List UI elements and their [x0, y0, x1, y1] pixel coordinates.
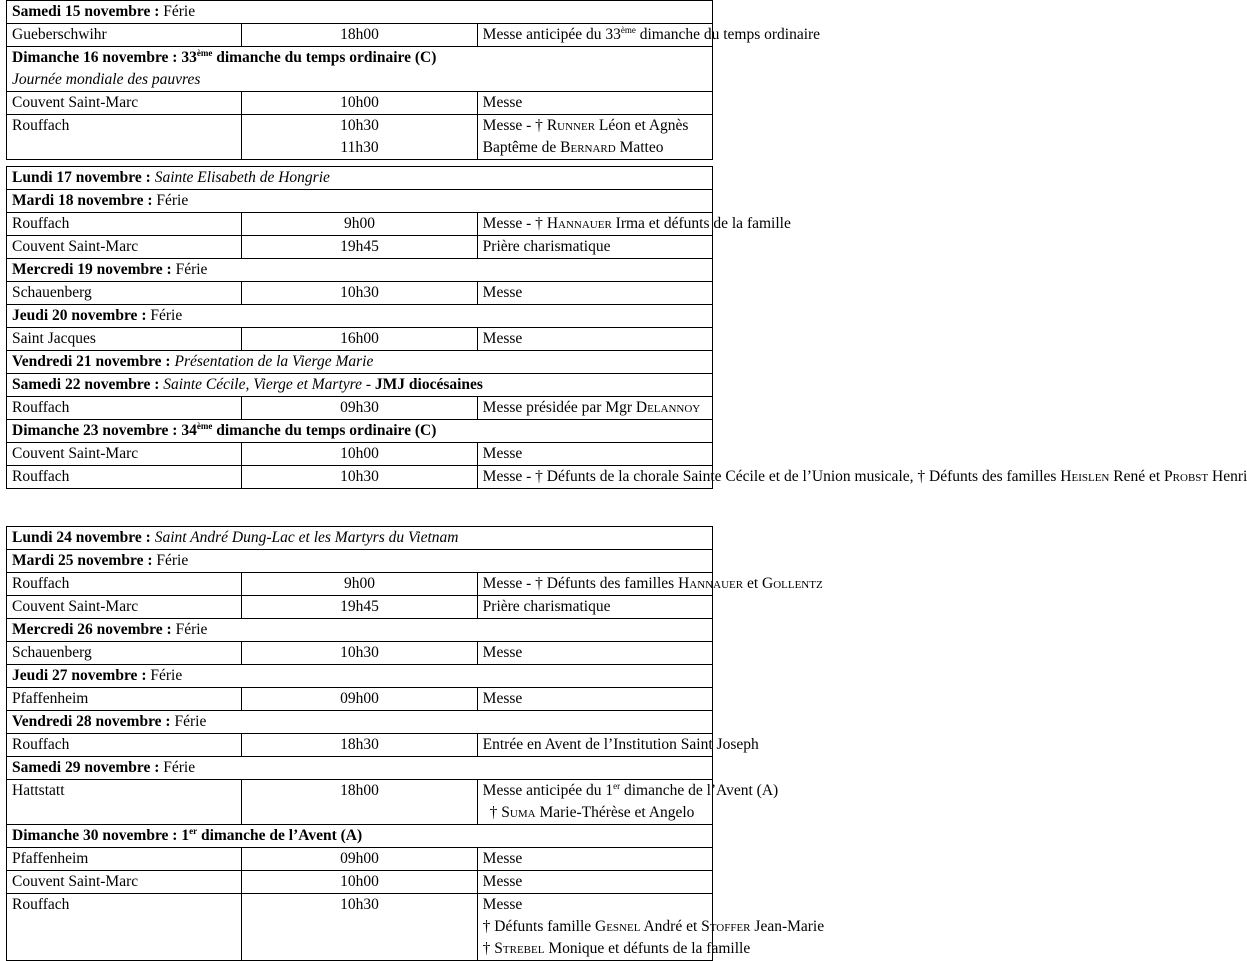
- surname: Hannauer: [678, 575, 744, 592]
- detail-cell: [477, 24, 821, 47]
- text-segment: et: [743, 575, 763, 592]
- text-segment: Messe: [482, 896, 523, 913]
- detail-cell: [477, 894, 825, 961]
- feast-name: Férie: [156, 552, 189, 569]
- text-segment: Messe - † Défunts de la chorale Sainte Cécile et de l’Union musicale, † Défunts des familles: [482, 468, 1061, 485]
- feast-name: Férie: [150, 307, 183, 324]
- place-cell: [7, 573, 242, 596]
- service-time: 10h30: [340, 896, 379, 913]
- text-segment: Baptême de: [482, 139, 561, 156]
- observance-note: Journée mondiale des pauvres: [12, 71, 201, 88]
- service-time: 09h00: [340, 690, 379, 707]
- day-header-row: [7, 619, 713, 642]
- service-row: [7, 894, 713, 961]
- service-time: 10h00: [340, 94, 379, 111]
- service-time: 9h00: [343, 215, 375, 232]
- service-row: [7, 328, 713, 351]
- day-label: [12, 667, 146, 684]
- service-row: [7, 92, 713, 115]
- detail-cell: [477, 642, 712, 665]
- place-cell: [7, 92, 242, 115]
- detail-cell: [477, 397, 712, 420]
- service-time: 11h30: [340, 139, 379, 156]
- day-header-row: [7, 757, 713, 780]
- text-segment: Messe anticipée du 1: [482, 782, 614, 799]
- detail-cell: [477, 282, 712, 305]
- week-table: [6, 0, 821, 160]
- feast-name: Férie: [174, 713, 207, 730]
- feast-name: Sainte Elisabeth de Hongrie: [154, 169, 330, 186]
- place-name: Couvent Saint-Marc: [12, 238, 139, 255]
- place-name: Couvent Saint-Marc: [12, 94, 139, 111]
- day-label-text: Lundi 24 novembre :: [12, 529, 151, 546]
- surname: Stoffer: [701, 918, 751, 935]
- feast-name: Férie: [175, 261, 208, 278]
- place-name: Couvent Saint-Marc: [12, 598, 139, 615]
- time-cell: [242, 894, 477, 961]
- place-name: Hattstatt: [12, 782, 65, 799]
- feast-name: Férie: [163, 759, 196, 776]
- day-header-row: [7, 550, 713, 573]
- place-cell: [7, 780, 242, 825]
- day-label: [12, 169, 151, 186]
- day-header: [7, 167, 713, 190]
- day-header-row: [7, 527, 713, 550]
- detail-cell: [477, 213, 791, 236]
- service-detail-line: [483, 802, 707, 824]
- day-header-row: [7, 167, 713, 190]
- week-table: [6, 166, 1247, 489]
- day-label: [12, 376, 159, 393]
- text-segment: Messe: [482, 644, 523, 661]
- service-detail-line: [483, 688, 707, 710]
- surname: Gesnel: [595, 918, 641, 935]
- time-cell: [242, 213, 477, 236]
- feast-name: Férie: [150, 667, 183, 684]
- text-segment: Léon et Agnès: [595, 117, 689, 134]
- time-cell: [242, 24, 477, 47]
- detail-cell: [477, 688, 712, 711]
- day-label: [12, 529, 151, 546]
- detail-cell: [477, 466, 1247, 489]
- time-cell: [242, 734, 477, 757]
- place-cell: [7, 443, 242, 466]
- day-label-text: Dimanche 30 novembre : 1: [12, 827, 190, 844]
- place-cell: [7, 24, 242, 47]
- place-name: Schauenberg: [12, 284, 92, 301]
- day-header-row: [7, 47, 713, 92]
- service-time: 10h00: [340, 445, 379, 462]
- service-time: 10h30: [340, 644, 379, 661]
- day-label: [12, 621, 172, 638]
- service-time: 18h30: [340, 736, 379, 753]
- text-segment: André et: [640, 918, 702, 935]
- week-table: [6, 526, 825, 961]
- service-row: [7, 573, 713, 596]
- place-name: Rouffach: [12, 117, 70, 134]
- service-detail-line: [483, 92, 707, 114]
- text-segment: dimanche du temps ordinaire: [635, 26, 821, 43]
- place-name: Rouffach: [12, 575, 70, 592]
- time-cell: [242, 282, 477, 305]
- place-name: Pfaffenheim: [12, 690, 89, 707]
- day-label: [12, 552, 152, 569]
- day-label: [12, 827, 362, 844]
- place-name: Rouffach: [12, 896, 70, 913]
- text-segment: Messe: [482, 94, 523, 111]
- detail-cell: [477, 596, 712, 619]
- day-label-text: Mercredi 26 novembre :: [12, 621, 172, 638]
- text-segment: Irma et défunts de la famille: [611, 215, 791, 232]
- place-cell: [7, 894, 242, 961]
- day-header-row: [7, 351, 713, 374]
- time-cell: [242, 443, 477, 466]
- service-detail-line: [483, 894, 707, 916]
- place-name: Rouffach: [12, 736, 70, 753]
- place-name: Couvent Saint-Marc: [12, 445, 139, 462]
- time-cell: [242, 573, 477, 596]
- day-label-text: Mardi 18 novembre :: [12, 192, 153, 209]
- day-header: [7, 711, 713, 734]
- place-name: Saint Jacques: [12, 330, 96, 347]
- service-time: 09h00: [340, 850, 379, 867]
- day-header-row: [7, 711, 713, 734]
- ordinal-suffix: er: [189, 826, 198, 836]
- service-detail-line: [483, 596, 707, 618]
- day-label-rest: dimanche du temps ordinaire (C): [212, 422, 437, 439]
- text-segment: Jean-Marie: [750, 918, 825, 935]
- day-header: [7, 190, 713, 213]
- day-header-row: [7, 1, 713, 24]
- day-header: [7, 619, 713, 642]
- day-label-text: Jeudi 27 novembre :: [12, 667, 147, 684]
- service-detail-line: [483, 443, 707, 465]
- time-cell: [242, 328, 477, 351]
- service-time: 16h00: [340, 330, 379, 347]
- service-time: 9h00: [343, 575, 375, 592]
- feast-name: Férie: [163, 3, 196, 20]
- service-detail-line: [483, 137, 707, 159]
- day-label-text: Dimanche 16 novembre : 33: [12, 49, 197, 66]
- feast-name: Férie: [175, 621, 208, 638]
- time-cell: [242, 780, 477, 825]
- service-row: [7, 780, 713, 825]
- service-detail-line: [483, 397, 707, 419]
- text-segment: Monique et défunts de la famille: [544, 940, 751, 957]
- text-segment: Messe présidée par Mgr: [482, 399, 636, 416]
- text-segment: dimanche de l’Avent (A): [620, 782, 779, 799]
- day-label-text: Jeudi 20 novembre :: [12, 307, 147, 324]
- detail-cell: [477, 573, 823, 596]
- day-label: [12, 422, 436, 439]
- day-header: [7, 550, 713, 573]
- text-segment: Prière charismatique: [482, 598, 611, 615]
- service-time: 18h00: [340, 26, 379, 43]
- detail-cell: [477, 328, 712, 351]
- service-row: [7, 871, 713, 894]
- service-detail-line: [483, 328, 707, 350]
- place-cell: [7, 871, 242, 894]
- place-name: Rouffach: [12, 468, 70, 485]
- surname: Bernard: [560, 139, 616, 156]
- time-cell: [242, 92, 477, 115]
- day-header: [7, 420, 713, 443]
- place-cell: [7, 213, 242, 236]
- day-header-row: [7, 190, 713, 213]
- service-row: [7, 236, 713, 259]
- text-segment: Messe - † Défunts des familles: [482, 575, 679, 592]
- day-note: [12, 69, 707, 91]
- text-segment: Entrée en Avent de l’Institution Saint Joseph: [482, 736, 759, 753]
- service-row: [7, 734, 713, 757]
- day-header-row: [7, 420, 713, 443]
- text-segment: Marie-Thérèse et Angelo: [535, 804, 695, 821]
- service-detail-line: [482, 213, 791, 235]
- text-segment: René et: [1109, 468, 1165, 485]
- day-label: [12, 713, 171, 730]
- day-label: [12, 261, 172, 278]
- day-label-text: Vendredi 21 novembre :: [12, 353, 171, 370]
- service-detail-line: [483, 871, 707, 893]
- place-cell: [7, 282, 242, 305]
- time-cell: [242, 236, 477, 259]
- service-row: [7, 282, 713, 305]
- service-detail-line: [483, 236, 707, 258]
- service-detail-line: [483, 115, 707, 137]
- time-cell: [242, 642, 477, 665]
- feast-name: Sainte Cécile, Vierge et Martyre: [163, 376, 362, 393]
- separator: -: [361, 376, 375, 393]
- surname: Probst: [1164, 468, 1209, 485]
- service-time: 19h45: [340, 238, 379, 255]
- service-row: [7, 596, 713, 619]
- detail-cell: [477, 236, 712, 259]
- time-cell: [242, 688, 477, 711]
- day-header: [7, 374, 713, 397]
- text-segment: Messe: [482, 284, 523, 301]
- service-detail-line: [482, 938, 751, 960]
- day-label-text: Mercredi 19 novembre :: [12, 261, 172, 278]
- place-name: Gueberschwihr: [12, 26, 107, 43]
- time-cell: [242, 115, 477, 160]
- place-cell: [7, 115, 242, 160]
- day-label-text: Samedi 29 novembre :: [12, 759, 160, 776]
- text-segment: Henri: [1208, 468, 1247, 485]
- day-label-text: Mardi 25 novembre :: [12, 552, 153, 569]
- detail-cell: [477, 871, 712, 894]
- day-header: [7, 47, 713, 92]
- day-label-text: Vendredi 28 novembre :: [12, 713, 171, 730]
- detail-cell: [477, 443, 712, 466]
- ordinal-suffix: er: [613, 781, 621, 791]
- surname: Strebel: [494, 940, 545, 957]
- day-header: [7, 351, 713, 374]
- time-cell: [242, 466, 477, 489]
- time-cell: [242, 596, 477, 619]
- service-time: 09h30: [340, 399, 379, 416]
- service-detail-line: [482, 916, 825, 938]
- detail-cell: [477, 734, 759, 757]
- surname: Suma: [501, 804, 536, 821]
- service-time: 10h00: [340, 873, 379, 890]
- place-name: Rouffach: [12, 215, 70, 232]
- day-header-row: [7, 259, 713, 282]
- service-detail-line: [483, 848, 707, 870]
- text-segment: Matteo: [615, 139, 664, 156]
- day-label: [12, 192, 152, 209]
- text-segment: Messe - †: [482, 117, 547, 134]
- surname: Gollentz: [762, 575, 823, 592]
- service-detail-line: [483, 468, 1247, 485]
- text-segment: Messe: [482, 873, 523, 890]
- day-label-rest: dimanche de l’Avent (A): [197, 827, 363, 844]
- detail-cell: [477, 115, 712, 160]
- detail-cell: [477, 848, 712, 871]
- text-segment: †: [489, 804, 502, 821]
- place-cell: [7, 596, 242, 619]
- feast-name: Présentation de la Vierge Marie: [174, 353, 374, 370]
- day-header-row: [7, 374, 713, 397]
- place-cell: [7, 466, 242, 489]
- service-detail-line: [482, 24, 821, 46]
- time-cell: [242, 397, 477, 420]
- day-label: [12, 3, 159, 20]
- day-label-text: Lundi 17 novembre :: [12, 169, 151, 186]
- detail-cell: [477, 780, 779, 825]
- day-label-text: Samedi 15 novembre :: [12, 3, 160, 20]
- ordinal-suffix: ème: [196, 421, 213, 431]
- place-cell: [7, 734, 242, 757]
- day-header: [7, 259, 713, 282]
- surname: Runner: [546, 117, 596, 134]
- day-header-row: [7, 825, 713, 848]
- service-row: [7, 848, 713, 871]
- service-time: 10h30: [340, 284, 379, 301]
- service-detail-line: [482, 780, 779, 802]
- place-cell: [7, 688, 242, 711]
- day-label: [12, 759, 159, 776]
- day-label-text: Dimanche 23 novembre : 34: [12, 422, 197, 439]
- place-name: Rouffach: [12, 399, 70, 416]
- text-segment: Messe: [482, 445, 523, 462]
- service-row: [7, 397, 713, 420]
- text-segment: Prière charismatique: [482, 238, 611, 255]
- text-segment: Messe: [482, 690, 523, 707]
- service-time: 19h45: [340, 598, 379, 615]
- day-header: [7, 825, 713, 848]
- text-segment: Messe: [482, 330, 523, 347]
- place-name: Couvent Saint-Marc: [12, 873, 139, 890]
- detail-cell: [477, 92, 712, 115]
- day-header: [7, 305, 713, 328]
- service-row: [7, 642, 713, 665]
- place-name: Pfaffenheim: [12, 850, 89, 867]
- service-row: [7, 443, 713, 466]
- place-cell: [7, 642, 242, 665]
- place-cell: [7, 328, 242, 351]
- service-row: [7, 688, 713, 711]
- day-label: [12, 353, 171, 370]
- event-highlight: JMJ diocésaines: [374, 376, 483, 393]
- day-label-rest: dimanche du temps ordinaire (C): [212, 49, 437, 66]
- ordinal-suffix: ème: [196, 48, 213, 58]
- day-header: [7, 665, 713, 688]
- day-header: [7, 1, 713, 24]
- service-time: 10h30: [340, 117, 379, 134]
- text-segment: † Défunts famille: [482, 918, 596, 935]
- day-label-text: Samedi 22 novembre :: [12, 376, 160, 393]
- service-row: [7, 466, 713, 489]
- service-row: [7, 213, 713, 236]
- service-time: 18h00: [340, 782, 379, 799]
- service-detail-line: [482, 734, 759, 756]
- day-header-row: [7, 305, 713, 328]
- service-detail-line: [483, 282, 707, 304]
- text-segment: Messe: [482, 850, 523, 867]
- place-cell: [7, 848, 242, 871]
- text-segment: Messe anticipée du 33: [482, 26, 621, 43]
- service-row: [7, 115, 713, 160]
- place-cell: [7, 236, 242, 259]
- time-cell: [242, 848, 477, 871]
- day-header: [7, 757, 713, 780]
- time-cell: [242, 871, 477, 894]
- day-header-row: [7, 665, 713, 688]
- place-cell: [7, 397, 242, 420]
- text-segment: Messe - †: [482, 215, 547, 232]
- surname: Hannauer: [546, 215, 612, 232]
- ordinal-suffix: ème: [620, 25, 636, 35]
- place-name: Schauenberg: [12, 644, 92, 661]
- day-label: [12, 307, 146, 324]
- surname: Heislen: [1060, 468, 1110, 485]
- day-label: [12, 49, 436, 66]
- service-time: 10h30: [340, 468, 379, 485]
- service-detail-line: [483, 642, 707, 664]
- service-detail-line: [482, 573, 823, 595]
- day-header: [7, 527, 713, 550]
- surname: Delannoy: [635, 399, 701, 416]
- service-row: [7, 24, 713, 47]
- feast-name: Férie: [156, 192, 189, 209]
- text-segment: †: [482, 940, 495, 957]
- feast-name: Saint André Dung-Lac et les Martyrs du Vietnam: [154, 529, 459, 546]
